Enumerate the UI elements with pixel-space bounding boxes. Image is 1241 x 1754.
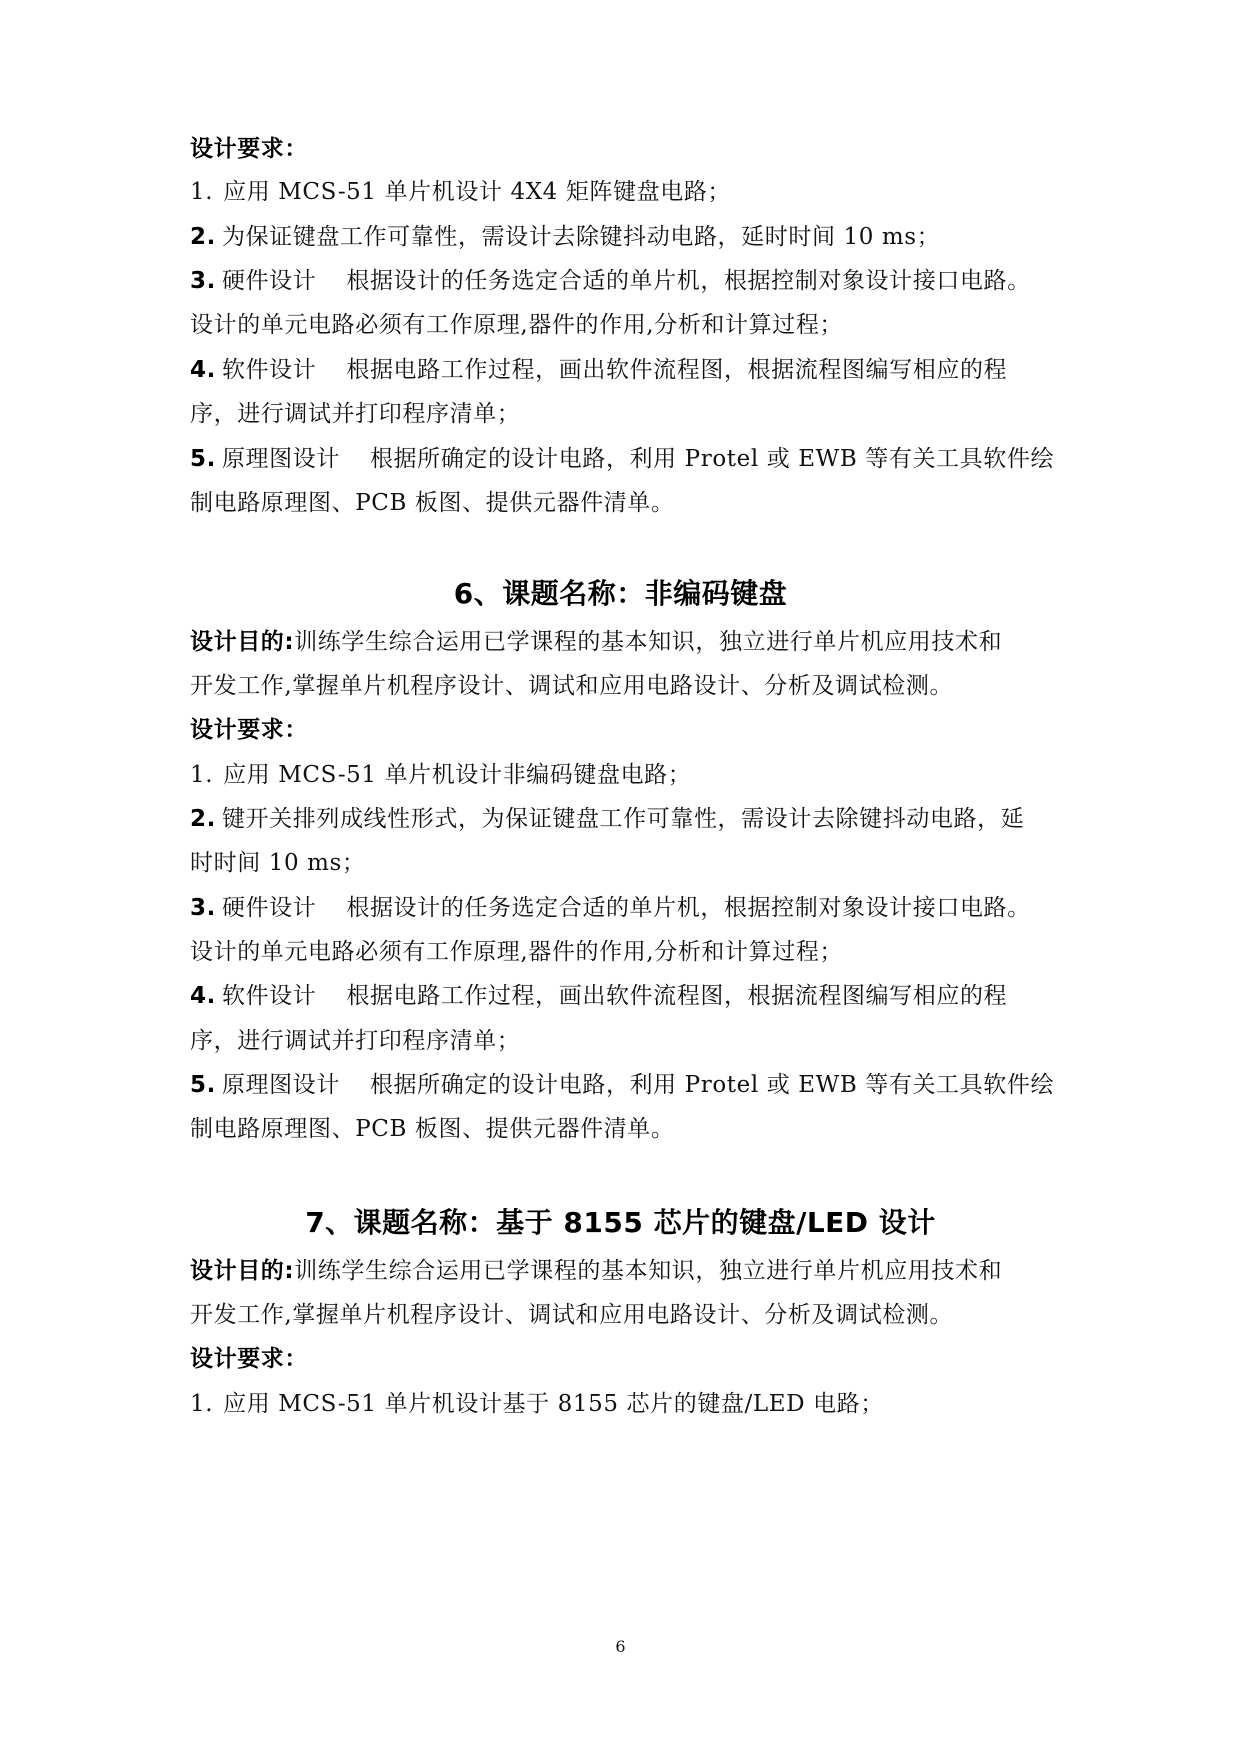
s6-req-2-continuation: 时时间 10 ms； (190, 850, 366, 876)
s5-req-3-number: 3. (190, 268, 216, 294)
s6-req-2-number: 2. (190, 806, 216, 832)
s6-req-3-label: 硬件设计 (221, 895, 317, 921)
s6-req-3-continuation: 设计的单元电路必须有工作原理,器件的作用,分析和计算过程； (190, 939, 844, 965)
s6-req-3 (190, 892, 1070, 924)
s6-title: 6、课题名称：非编码键盘 (453, 577, 788, 610)
s6-req-2 (190, 803, 1070, 835)
s5-req-5 (190, 443, 1070, 475)
s6-req-5-text: 根据所确定的设计电路，利用 Protel 或 EWB 等有关工具软件绘 (369, 1072, 1055, 1098)
s5-req-3-continuation: 设计的单元电路必须有工作原理,器件的作用,分析和计算过程； (190, 312, 844, 338)
s6-req-1-number: 1. (190, 762, 214, 788)
s5-req-5-text: 根据所确定的设计电路，利用 Protel 或 EWB 等有关工具软件绘 (369, 446, 1055, 472)
s5-req-4-text: 根据电路工作过程，画出软件流程图，根据流程图编写相应的程 (346, 357, 1008, 383)
s5-req-4 (190, 354, 1070, 386)
s5-req-2-number: 2. (190, 224, 216, 250)
s6-req-2-text: 键开关排列成线性形式，为保证键盘工作可靠性，需设计去除键抖动电路，延 (221, 806, 1025, 832)
s6-req-5-label: 原理图设计 (221, 1072, 340, 1098)
s6-req-3-text: 根据设计的任务选定合适的单片机，根据控制对象设计接口电路。 (346, 895, 1031, 921)
s6-req-5-number: 5. (190, 1072, 216, 1098)
s5-req-3-label: 硬件设计 (221, 268, 317, 294)
s6-purpose-label: 设计目的: (190, 629, 295, 655)
s7-req-1-number: 1. (190, 1391, 214, 1417)
s6-req-3-number: 3. (190, 895, 216, 921)
s6-req-1 (190, 759, 1070, 791)
s7-req-1 (190, 1388, 1070, 1420)
s7-requirements-heading: 设计要求： (190, 1346, 308, 1372)
s5-req-1-text: 应用 MCS-51 单片机设计 4X4 矩阵键盘电路； (223, 179, 732, 205)
s6-req-4 (190, 980, 1070, 1012)
s5-req-5-continuation: 制电路原理图、PCB 板图、提供元器件清单。 (190, 490, 675, 516)
s5-req-3-text: 根据设计的任务选定合适的单片机，根据控制对象设计接口电路。 (346, 268, 1031, 294)
s5-req-1-number: 1. (190, 179, 214, 205)
s7-req-1-text: 应用 MCS-51 单片机设计基于 8155 芯片的键盘/LED 电路； (223, 1391, 884, 1417)
s6-req-4-text: 根据电路工作过程，画出软件流程图，根据流程图编写相应的程 (346, 983, 1008, 1009)
s5-req-3 (190, 265, 1070, 297)
s6-req-5-continuation: 制电路原理图、PCB 板图、提供元器件清单。 (190, 1116, 675, 1142)
s5-req-2-text: 为保证键盘工作可靠性，需设计去除键抖动电路，延时时间 10 ms； (221, 224, 941, 250)
page-number: 6 (615, 1637, 626, 1656)
s6-requirements-heading: 设计要求： (190, 717, 308, 743)
s5-req-5-number: 5. (190, 446, 216, 472)
s6-req-4-label: 软件设计 (221, 983, 317, 1009)
s7-purpose-text: 训练学生综合运用已学课程的基本知识，独立进行单片机应用技术和 (294, 1258, 1003, 1284)
s5-req-4-continuation: 序，进行调试并打印程序清单； (190, 401, 521, 427)
s5-req-4-number: 4. (190, 357, 216, 383)
s6-purpose (190, 626, 1070, 658)
s6-purpose-text: 训练学生综合运用已学课程的基本知识，独立进行单片机应用技术和 (294, 629, 1003, 655)
s6-req-1-text: 应用 MCS-51 单片机设计非编码键盘电路； (223, 762, 692, 788)
s6-req-4-continuation: 序，进行调试并打印程序清单； (190, 1028, 521, 1054)
s7-purpose-continuation: 开发工作,掌握单片机程序设计、调试和应用电路设计、分析及调试检测。 (190, 1302, 954, 1328)
s5-req-4-label: 软件设计 (221, 357, 317, 383)
s6-req-5 (190, 1069, 1070, 1101)
s5-req-5-label: 原理图设计 (221, 446, 340, 472)
s5-req-1 (190, 176, 1070, 208)
s6-req-4-number: 4. (190, 983, 216, 1009)
s5-requirements-heading: 设计要求： (190, 136, 308, 162)
s5-req-2 (190, 221, 1070, 253)
s6-purpose-continuation: 开发工作,掌握单片机程序设计、调试和应用电路设计、分析及调试检测。 (190, 673, 954, 699)
s7-purpose (190, 1255, 1070, 1287)
s7-purpose-label: 设计目的: (190, 1258, 295, 1284)
s7-title: 7、课题名称：基于 8155 芯片的键盘/LED 设计 (305, 1206, 936, 1239)
